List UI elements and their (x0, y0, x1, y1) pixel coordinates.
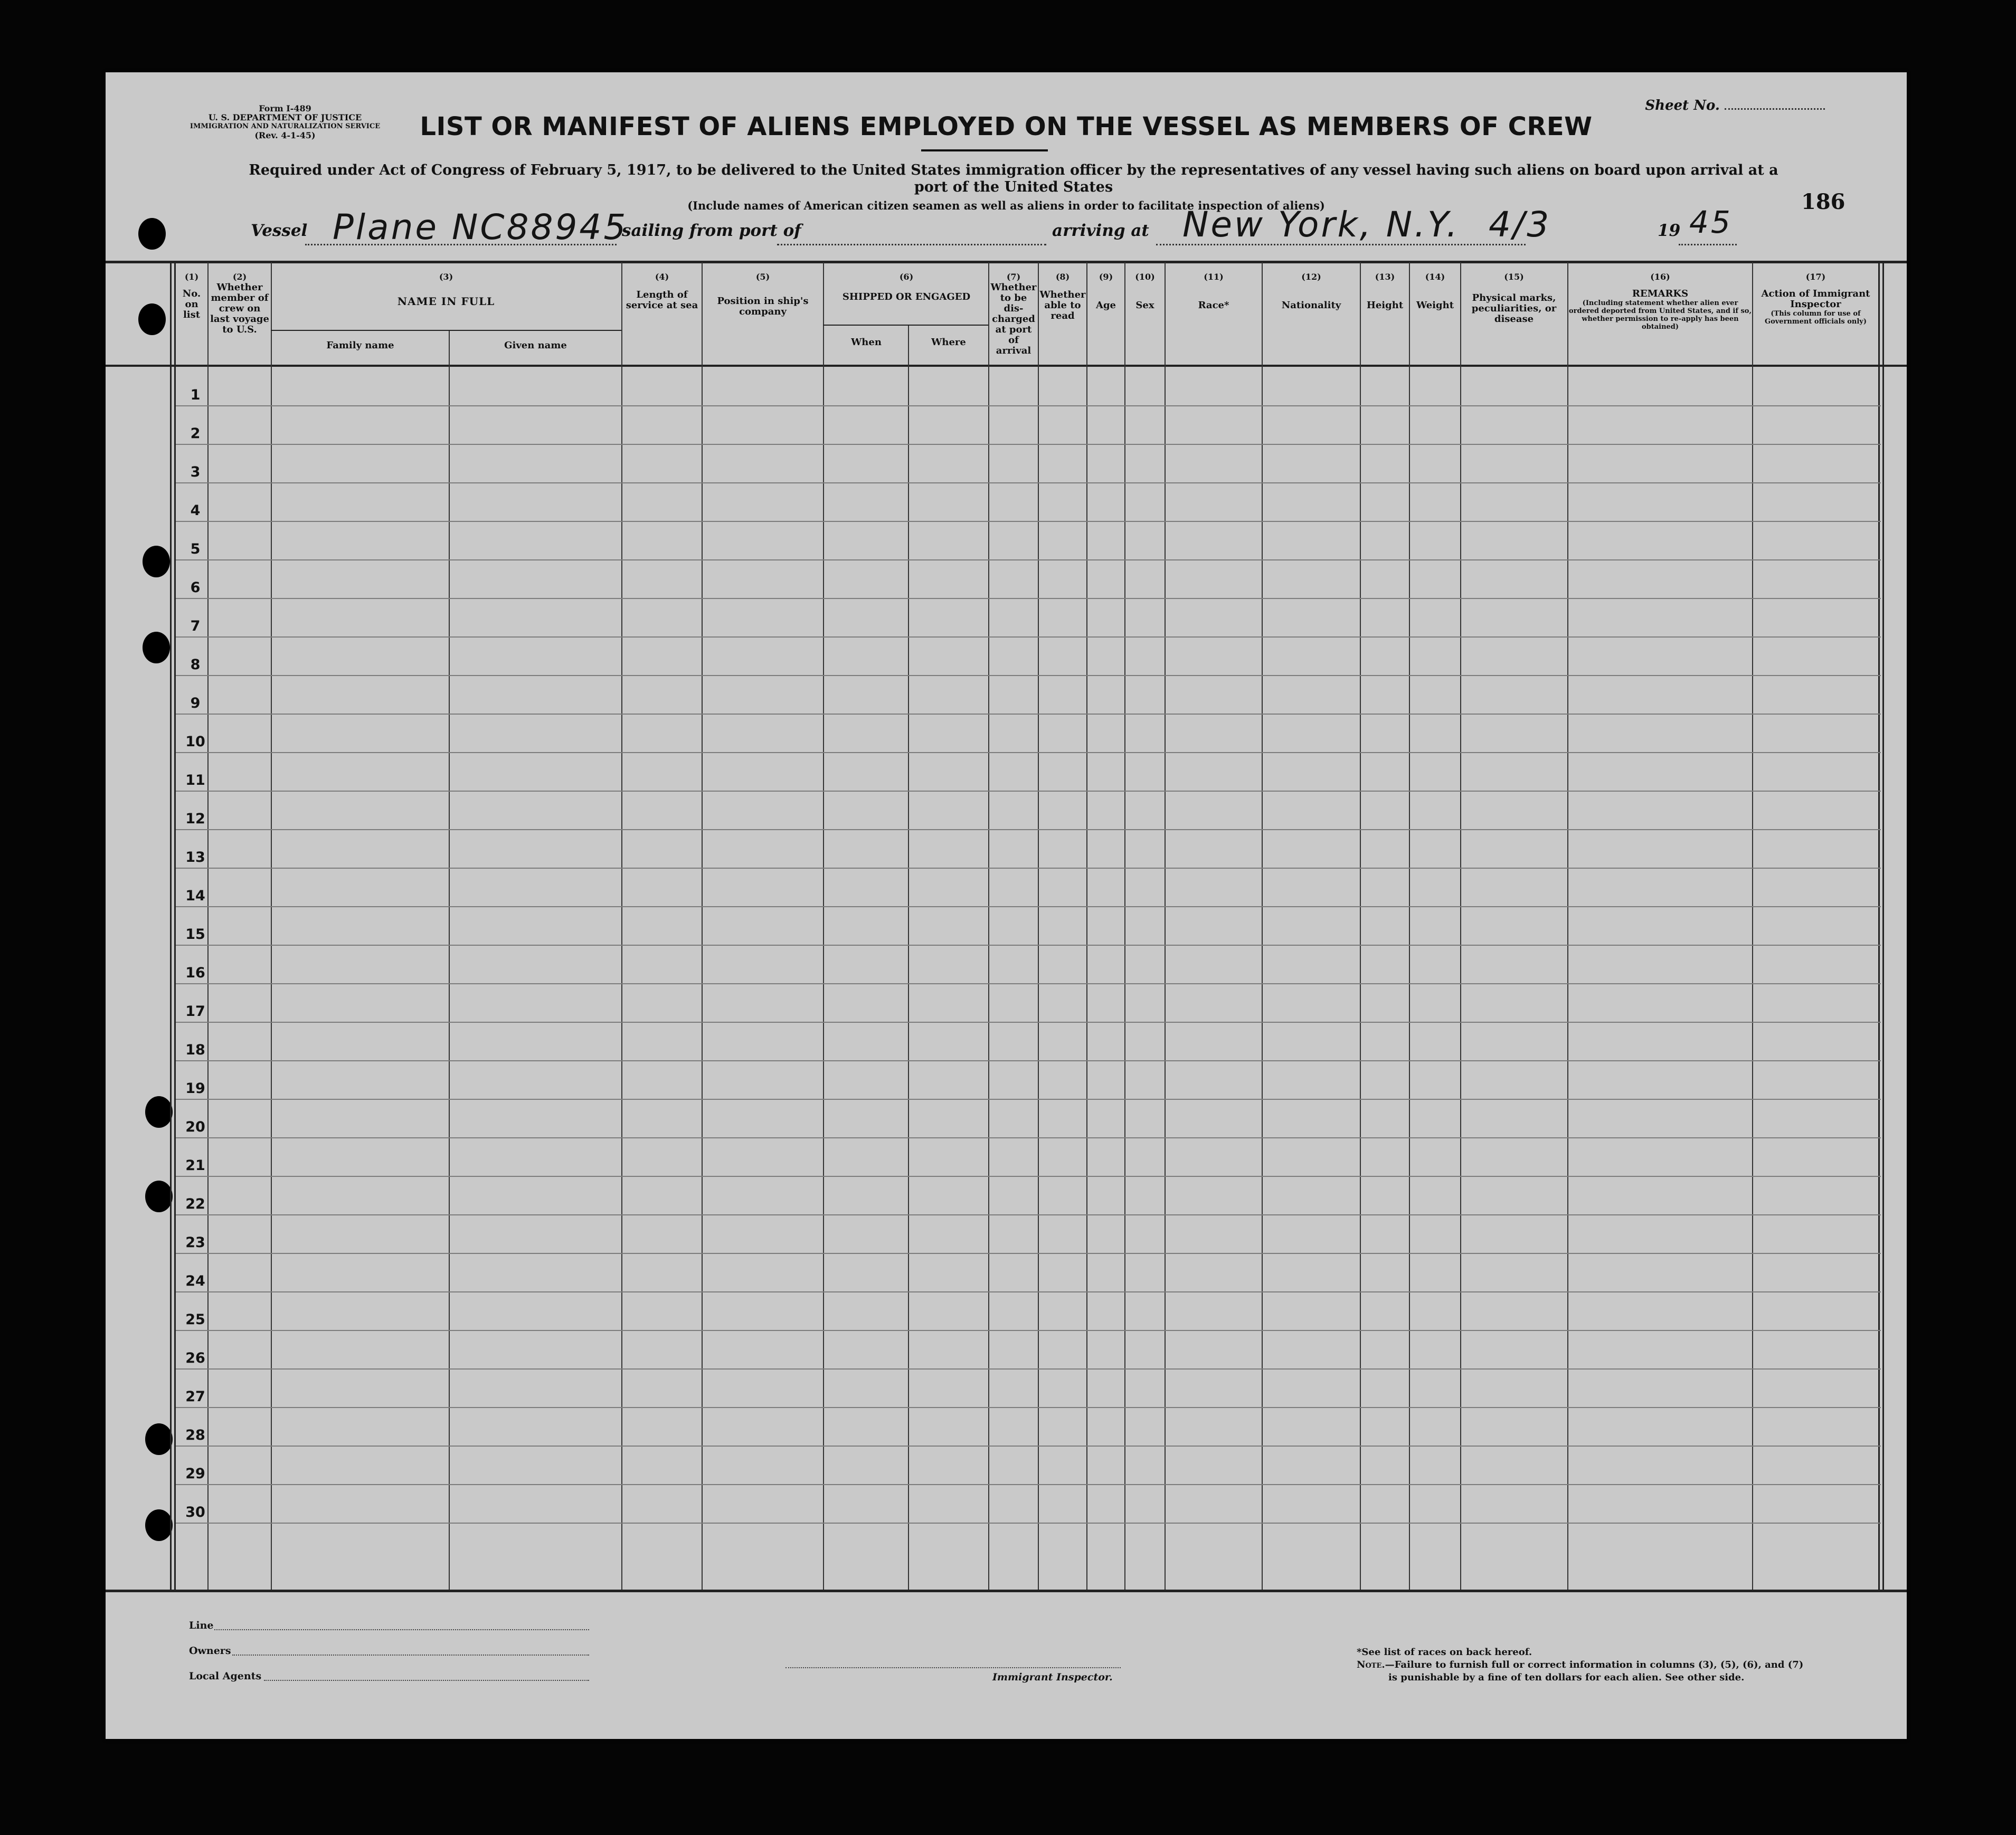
sheet-label: Sheet No. (1645, 98, 1720, 113)
table-right-border-outer (1882, 261, 1884, 1591)
table-row[interactable] (176, 1060, 1881, 1061)
vessel-label: Vessel (251, 221, 308, 240)
column-divider (988, 262, 989, 1590)
table-row[interactable] (176, 752, 1881, 753)
table-row[interactable] (176, 675, 1881, 676)
col-header-11: (11) Race* (1198, 272, 1229, 311)
local-agents-label: Local Agents (189, 1670, 262, 1682)
table-row[interactable] (176, 1368, 1881, 1370)
row-number: 4 (190, 502, 201, 519)
table-row[interactable] (176, 714, 1881, 715)
table-bottom-border (106, 1590, 1907, 1592)
col-header-14: (14) Weight (1416, 272, 1454, 311)
table-row[interactable] (176, 1446, 1881, 1447)
row-number: 5 (190, 541, 201, 557)
table-row[interactable] (176, 1214, 1881, 1215)
row-number: 24 (185, 1273, 205, 1289)
owners-label: Owners (189, 1645, 231, 1657)
note-line-1: —Failure to furnish full or correct information in columns (3), (5), (6), and (7) (1385, 1659, 1804, 1670)
row-number: 16 (185, 965, 205, 981)
table-row[interactable] (176, 521, 1881, 522)
col-header-family-name: Family name (326, 340, 394, 351)
requirement-line-2: port of the United States (914, 179, 1113, 195)
arriving-value: New York, N.Y. (1182, 204, 1460, 245)
column-divider (1124, 262, 1125, 1590)
year-suffix-value: 45 (1689, 204, 1733, 240)
column-divider (823, 262, 824, 1590)
line-label: Line (189, 1620, 214, 1631)
revision: (Rev. 4-1-45) (254, 130, 316, 140)
col-header-17: (17) Action of Immigrant Inspector (This column for use of Government officials only) (1761, 272, 1870, 326)
table-row[interactable] (176, 1484, 1881, 1485)
shipped-subheader-line (823, 325, 988, 326)
table-row[interactable] (176, 906, 1881, 907)
table-top-border (106, 261, 1907, 263)
service: IMMIGRATION AND NATURALIZATION SERVICE (190, 122, 381, 130)
col-header-5: (5) Position in ship's company (717, 272, 809, 317)
crew-manifest-table (106, 72, 1907, 1739)
table-row[interactable] (176, 1099, 1881, 1100)
col-header-4: (4) Length of service at sea (626, 272, 698, 311)
year-prefix: 19 (1658, 221, 1681, 240)
col-header-2: (2) Whether member of crew on last voyage to U.S. (210, 272, 269, 335)
row-number: 17 (185, 1003, 205, 1020)
col-header-3: (3) NAME IN FULL (397, 272, 495, 308)
column-divider (1752, 262, 1753, 1590)
row-number: 28 (185, 1427, 205, 1443)
col-header-10: (10) Sex (1135, 272, 1155, 311)
column-divider (1409, 262, 1410, 1590)
row-number: 3 (190, 464, 201, 480)
table-row[interactable] (176, 636, 1881, 638)
col-header-where: Where (931, 337, 966, 348)
immigrant-inspector-label: Immigrant Inspector. (992, 1671, 1113, 1683)
requirement-line-1: Required under Act of Congress of February 5, 1917, to be delivered to the United States immigration officer by the representatives of any vessel having such aliens on board upon arrival at a (249, 162, 1778, 178)
column-divider (1360, 262, 1361, 1590)
col-header-15: (15) Physical marks, peculiarities, or disease (1471, 272, 1557, 325)
row-number: 21 (185, 1157, 205, 1174)
column-divider (1567, 262, 1568, 1590)
table-row[interactable] (176, 1176, 1881, 1177)
table-row[interactable] (176, 945, 1881, 946)
row-number: 15 (185, 926, 205, 943)
table-row[interactable] (176, 405, 1881, 406)
row-number: 7 (190, 618, 201, 634)
arrival-date-value: 4/3 (1489, 204, 1551, 245)
sailing-label: sailing from port of (622, 221, 801, 240)
table-left-border-inner (174, 261, 176, 1591)
row-number: 9 (190, 695, 201, 711)
row-number: 30 (185, 1504, 205, 1520)
table-left-border (170, 261, 172, 1591)
table-row[interactable] (176, 829, 1881, 830)
column-divider (1165, 262, 1166, 1590)
table-row[interactable] (176, 1330, 1881, 1331)
column-divider (1038, 262, 1039, 1590)
column-divider (1086, 262, 1087, 1590)
name-subheader-line (271, 330, 621, 331)
row-number: 29 (185, 1466, 205, 1482)
row-number: 1 (190, 387, 201, 403)
row-number: 14 (185, 888, 205, 904)
table-row[interactable] (176, 791, 1881, 792)
table-row[interactable] (176, 598, 1881, 599)
row-number: 12 (185, 811, 205, 827)
row-number: 27 (185, 1389, 205, 1405)
page-title: LIST OR MANIFEST OF ALIENS EMPLOYED ON THE VESSEL AS MEMBERS OF CREW (420, 112, 1593, 141)
arriving-label: arriving at (1052, 221, 1149, 240)
col-header-given-name: Given name (504, 340, 567, 351)
table-row[interactable] (176, 1022, 1881, 1023)
row-number: 2 (190, 425, 201, 442)
owners-blank[interactable] (232, 1655, 589, 1656)
row-number: 20 (185, 1119, 205, 1135)
table-row[interactable] (176, 1523, 1881, 1524)
row-number: 10 (185, 734, 205, 750)
manifest-sheet (106, 72, 1907, 1739)
line-blank[interactable] (214, 1629, 589, 1630)
table-row[interactable] (176, 1253, 1881, 1254)
row-number: 18 (185, 1042, 205, 1058)
table-row[interactable] (176, 559, 1881, 560)
row-number: 6 (190, 579, 201, 596)
row-number: 22 (185, 1196, 205, 1212)
penalty-note-line-2: is punishable by a fine of ten dollars for each alien. See other side. (1388, 1672, 1745, 1683)
col-header-16: (16) REMARKS (Including statement whether alien ever ordered deported from United States, and if so, whether permission to re-apply has been obtained) (1568, 272, 1752, 331)
form-number: Form I-489 (259, 103, 311, 113)
page-number: 186 (1801, 189, 1845, 214)
col-header-13: (13) Height (1366, 272, 1404, 311)
row-number: 13 (185, 849, 205, 866)
col-header-8: (8) Whether able to read (1039, 272, 1086, 321)
table-row[interactable] (176, 1137, 1881, 1138)
table-row[interactable] (176, 444, 1881, 445)
column-divider (908, 326, 909, 1590)
column-divider (271, 262, 272, 1590)
column-divider (1460, 262, 1461, 1590)
col-header-9: (9) Age (1095, 272, 1116, 311)
row-number: 11 (185, 772, 205, 788)
inspector-signature-blank[interactable] (785, 1667, 1121, 1668)
note-prefix: Note. (1357, 1659, 1385, 1670)
local-agents-blank[interactable] (264, 1680, 589, 1681)
races-note: *See list of races on back hereof. (1357, 1647, 1532, 1658)
col-header-1: (1) No. on list (182, 272, 201, 320)
table-row[interactable] (176, 983, 1881, 984)
col-header-12: (12) Nationality (1281, 272, 1341, 311)
table-row[interactable] (176, 868, 1881, 869)
table-row[interactable] (176, 1291, 1881, 1292)
department: U. S. DEPARTMENT OF JUSTICE (208, 112, 362, 122)
row-number: 23 (185, 1234, 205, 1251)
header-bottom-border (106, 365, 1907, 367)
col-header-when: When (851, 337, 882, 348)
column-divider (449, 331, 450, 1590)
col-header-6: (6) SHIPPED OR ENGAGED (842, 272, 971, 302)
column-divider (621, 262, 622, 1590)
row-number: 8 (190, 657, 201, 673)
row-number: 25 (185, 1311, 205, 1328)
row-number: 19 (185, 1080, 205, 1097)
row-number: 26 (185, 1350, 205, 1366)
col-header-7: (7) Whether to be dis-charged at port of arrival (990, 272, 1037, 356)
column-divider (1262, 262, 1263, 1590)
include-note: (Include names of American citizen seamen as well as aliens in order to facilitate inspection of aliens) (687, 199, 1325, 212)
table-row[interactable] (176, 1407, 1881, 1408)
table-row[interactable] (176, 482, 1881, 483)
table-right-border (1878, 261, 1880, 1591)
vessel-value: Plane NC88945 (333, 207, 628, 248)
penalty-note (1357, 1659, 1803, 1671)
column-divider (702, 262, 703, 1590)
